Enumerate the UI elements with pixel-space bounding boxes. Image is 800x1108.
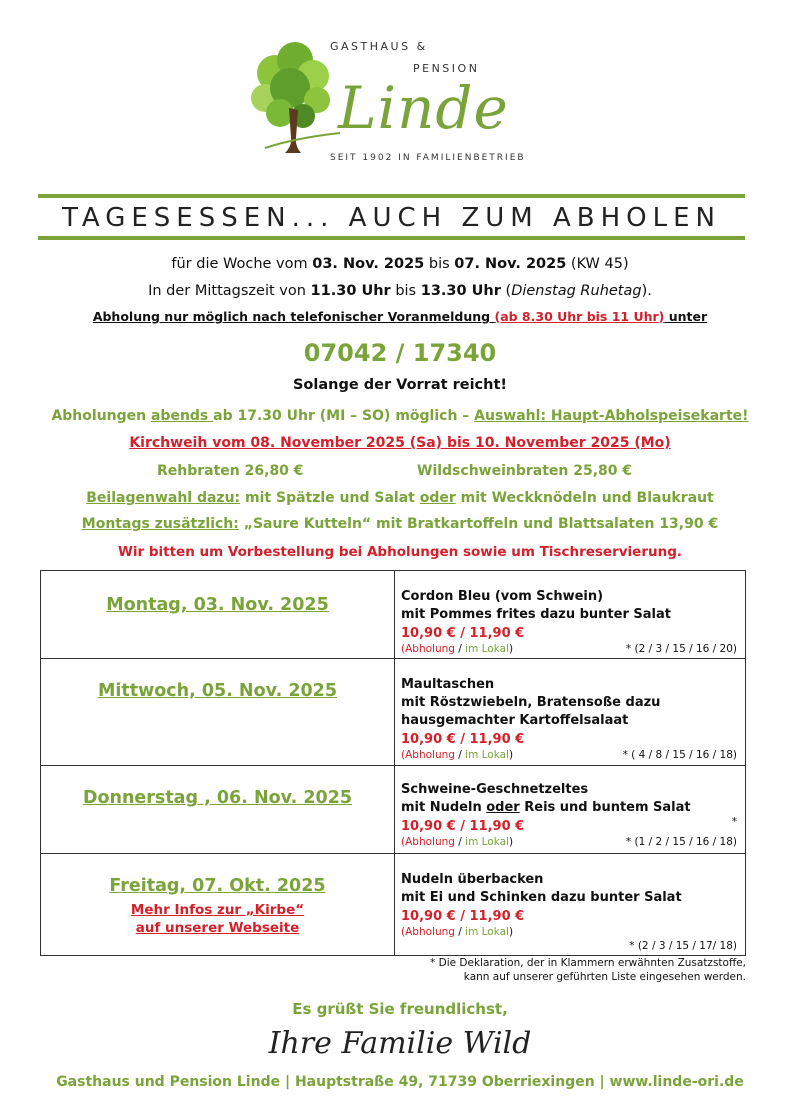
menu-row-monday — [41, 571, 745, 659]
logo-gasthaus: GASTHAUS & — [330, 40, 428, 53]
dish-text: Schweine-Geschnetzeltes mit Nudeln oder Reis und buntem Salat — [401, 782, 691, 815]
footnote: * Die Deklaration, der in Klammern erwähnten Zusatzstoffe, kann auf unserer geführten Liste eingesehen werden. — [430, 957, 746, 983]
beilagen-line: Beilagenwahl dazu: mit Spätzle und Salat oder mit Weckknödeln und Blaukraut — [86, 490, 714, 506]
day-label: Freitag, 07. Okt. 2025 — [109, 876, 326, 896]
price-legend: (Abholung / im Lokal) — [401, 643, 514, 655]
time-line: In der Mittagszeit von 11.30 Uhr bis 13.30 Uhr (Dienstag Ruhetag). — [148, 283, 652, 299]
price-legend: (Abholung / im Lokal) — [401, 749, 514, 761]
signature: Ihre Familie Wild — [268, 1026, 532, 1061]
title-rule-top — [38, 194, 745, 198]
day-label: Mittwoch, 05. Nov. 2025 — [97, 681, 338, 701]
reservation-note: Wir bitten um Vorbestellung bei Abholungen sowie um Tischreservierung. — [117, 544, 683, 560]
additive-codes: * (2 / 3 / 15 / 17/ 18) — [629, 940, 737, 952]
wildschwein-price: Wildschweinbraten 25,80 € — [417, 463, 633, 479]
price: 10,90 € / 11,90 € — [401, 819, 525, 834]
menu-row-thursday — [41, 766, 745, 854]
menu-row-wednesday — [41, 659, 745, 766]
price-legend: (Abholung / im Lokal) — [401, 836, 514, 848]
star-mark: * — [731, 816, 737, 828]
day-label: Montag, 03. Nov. 2025 — [106, 595, 329, 615]
dish-text: Maultaschen mit Röstzwiebeln, Bratensoße dazu hausgemachter Kartoffelsalaat — [401, 677, 661, 728]
montags-line: Montags zusätzlich: „Saure Kutteln“ mit Bratkartoffeln und Blattsalaten 13,90 € — [81, 516, 719, 532]
price: 10,90 € / 11,90 € — [401, 626, 525, 641]
additive-codes: * ( 4 / 8 / 15 / 16 / 18) — [622, 749, 737, 761]
page-title: TAGESESSEN... AUCH ZUM ABHOLEN — [62, 203, 721, 233]
supply-note: Solange der Vorrat reicht! — [292, 377, 508, 393]
pickup-line: Abholung nur möglich nach telefonischer Voranmeldung (ab 8.30 Uhr bis 11 Uhr) unter — [92, 309, 708, 324]
title-rule-bottom — [38, 236, 745, 240]
evening-line: Abholungen abends ab 17.30 Uhr (MI – SO) möglich – Auswahl: Haupt-Abholspeisekarte! — [51, 408, 749, 424]
logo-tagline: SEIT 1902 IN FAMILIENBETRIEB — [330, 153, 526, 163]
price: 10,90 € / 11,90 € — [401, 909, 525, 924]
price: 10,90 € / 11,90 € — [401, 732, 525, 747]
menu-table — [40, 570, 746, 956]
week-line: für die Woche vom 03. Nov. 2025 bis 07. Nov. 2025 (KW 45) — [171, 256, 629, 272]
tree-logo-icon — [245, 38, 345, 158]
logo-pension: PENSION — [413, 62, 480, 75]
dish-text: Nudeln überbacken mit Ei und Schinken dazu bunter Salat — [401, 872, 682, 905]
kirbe-info-link[interactable]: Mehr Infos zur „Kirbe“ auf unserer Webseite — [130, 902, 305, 936]
kirchweih-line: Kirchweih vom 08. November 2025 (Sa) bis 10. November 2025 (Mo) — [129, 435, 671, 451]
rehbraten-price: Rehbraten 26,80 € — [157, 463, 304, 479]
additive-codes: * (2 / 3 / 15 / 16 / 20) — [625, 643, 737, 655]
day-label: Donnerstag , 06. Nov. 2025 — [82, 788, 353, 808]
additive-codes: * (1 / 2 / 15 / 16 / 18) — [625, 836, 737, 848]
dish-text: Cordon Bleu (vom Schwein) mit Pommes frites dazu bunter Salat — [401, 589, 671, 622]
footer-address: Gasthaus und Pension Linde | Hauptstraße 49, 71739 Oberriexingen | www.linde-ori.de — [56, 1074, 744, 1090]
logo-linde: Linde — [338, 74, 509, 142]
phone-number: 07042 / 17340 — [303, 339, 497, 367]
menu-row-friday — [41, 854, 745, 955]
greeting: Es grüßt Sie freundlichst, — [292, 1000, 508, 1018]
price-legend: (Abholung / im Lokal) — [401, 926, 514, 938]
